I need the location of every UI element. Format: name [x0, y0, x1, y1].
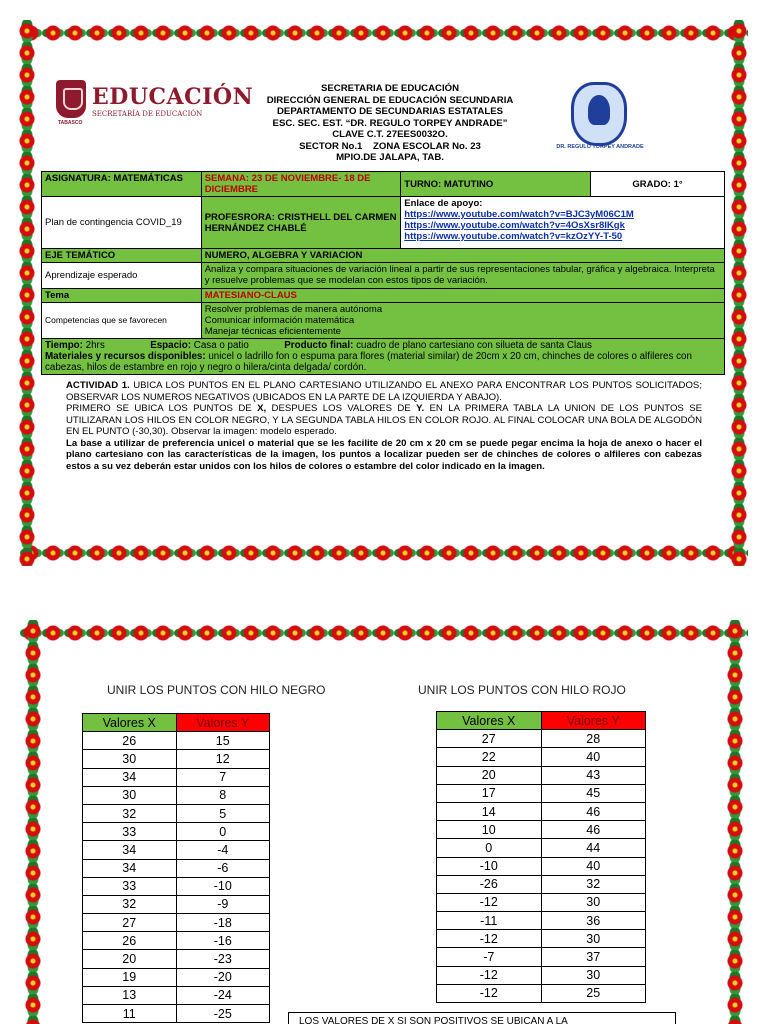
header-line: CLAVE C.T. 27EES0032O. — [332, 129, 448, 140]
grado-cell: GRADO: 1° — [591, 172, 725, 197]
value-x-cell: -12 — [437, 893, 542, 911]
red-values-table — [436, 711, 646, 1003]
value-x-cell: 20 — [437, 766, 542, 784]
school-logo-text: DR. REGULO TORPEY ANDRADE — [556, 144, 644, 150]
value-y-cell: -20 — [176, 968, 270, 986]
value-x-cell: 32 — [83, 804, 177, 822]
table-row — [83, 768, 270, 786]
value-x-cell: -11 — [437, 912, 542, 930]
school-header — [230, 83, 550, 164]
value-y-cell: 36 — [541, 912, 646, 930]
tiempo-label: Tiempo: — [45, 340, 83, 351]
value-y-cell: -9 — [176, 895, 270, 913]
support-link-1[interactable]: https://www.youtube.com/watch?v=BJC3yM06C1M — [404, 209, 634, 220]
value-y-cell: 44 — [541, 839, 646, 857]
table-row — [83, 859, 270, 877]
support-link-3[interactable]: https://www.youtube.com/watch?v=kzOzYY-T-50 — [404, 231, 623, 242]
table-row — [437, 784, 646, 802]
table-row — [83, 895, 270, 913]
header-x: Valores X — [437, 712, 542, 730]
header-line: DEPARTAMENTO DE SECUNDARIAS ESTATALES — [277, 106, 503, 117]
value-y-cell: 40 — [541, 748, 646, 766]
value-y-cell: 15 — [176, 732, 270, 750]
header-line: MPIO.DE JALAPA, TAB. — [336, 152, 444, 163]
value-y-cell: 25 — [541, 984, 646, 1002]
value-x-cell: 34 — [83, 841, 177, 859]
value-x-cell: 10 — [437, 821, 542, 839]
logo-state: TABASCO — [58, 120, 83, 126]
value-x-cell: 34 — [83, 859, 177, 877]
table-row — [437, 839, 646, 857]
table-row — [437, 766, 646, 784]
value-x-cell: 22 — [437, 748, 542, 766]
value-x-cell: 30 — [83, 786, 177, 804]
value-x-cell: 13 — [83, 986, 177, 1004]
logo-word: EDUCACIÓN — [92, 84, 254, 110]
activity-paragraph: PRIMERO SE UBICA LOS PUNTOS DE X, DESPUES LOS VALORES DE Y. EN LA PRIMERA TABLA LA UNION DE LOS PUNTOS SE UTILIZARAN LOS HILOS EN COLOR NEGRO, Y LA SEGUNDA TABLA HILOS EN COLOR ROJO. AL FINAL COLOCAR UNA BOLA DE ALGODÓN EN EL PUNTO (-30,30). Observar la imagen: modelo esperado. — [66, 403, 703, 437]
table-row — [437, 748, 646, 766]
tema-label: Tema — [42, 289, 202, 303]
value-y-cell: 28 — [541, 730, 646, 748]
value-x-cell: 14 — [437, 802, 542, 820]
materiales-label: Materiales y recursos disponibles: — [45, 351, 206, 362]
table-row — [83, 804, 270, 822]
value-y-cell: 30 — [541, 893, 646, 911]
tiempo-value: 2hrs — [85, 340, 105, 351]
value-x-cell: 34 — [83, 768, 177, 786]
header-x: Valores X — [83, 714, 177, 732]
table-row — [437, 857, 646, 875]
table-row — [437, 730, 646, 748]
value-y-cell: 45 — [541, 784, 646, 802]
activity-instructions — [66, 380, 702, 472]
materiales-cell — [42, 339, 725, 375]
table-row — [83, 877, 270, 895]
garland-right-2 — [722, 620, 748, 1024]
garland-left-2 — [20, 620, 46, 1024]
header-line: ESC. SEC. EST. “DR. REGULO TORPEY ANDRADE” — [272, 117, 508, 129]
producto-label: Producto final: — [284, 340, 354, 351]
school-logo — [556, 78, 644, 158]
enlace-label: Enlace de apoyo: — [404, 198, 483, 209]
value-x-cell: 19 — [83, 968, 177, 986]
value-y-cell: 30 — [541, 930, 646, 948]
competencias-label: Competencias que se favorecen — [42, 303, 202, 339]
header-line: SECTOR No.1 ZONA ESCOLAR No. 23 — [299, 140, 481, 152]
value-x-cell: 0 — [437, 839, 542, 857]
garland-left — [14, 20, 40, 566]
value-x-cell: 27 — [83, 914, 177, 932]
table-row — [83, 950, 270, 968]
value-x-cell: 30 — [83, 750, 177, 768]
eje-value: NUMERO, ALGEBRA Y VARIACION — [201, 249, 724, 263]
value-x-cell: -12 — [437, 966, 542, 984]
table-row — [437, 821, 646, 839]
table-row — [437, 948, 646, 966]
value-y-cell: 32 — [541, 875, 646, 893]
value-y-cell: 0 — [176, 823, 270, 841]
plan-cell: Plan de contingencia COVID_19 — [42, 197, 202, 249]
competencias-value — [201, 303, 724, 339]
value-y-cell: 7 — [176, 768, 270, 786]
value-y-cell: 46 — [541, 821, 646, 839]
header-line: DIRECCIÓN GENERAL DE EDUCACIÓN SECUNDARIA — [266, 94, 514, 106]
tema-value: MATESIANO-CLAUS — [201, 289, 724, 303]
value-y-cell: -10 — [176, 877, 270, 895]
espacio-value: Casa o patio — [193, 340, 249, 351]
materiales-value: unicel o ladrillo fon o espuma para flores (material similar) de 20cm x 20 cm, chinches de colores o alfileres con cabezas, hilos de estambre en rojo y negro o hilera/cinta delgada/ cordón. — [45, 351, 692, 373]
semana-cell: SEMANA: 23 DE NOVIEMBRE- 18 DE DICIEMBRE — [201, 172, 401, 197]
producto-value: cuadro de plano cartesiano con silueta de santa Claus — [356, 340, 592, 351]
value-y-cell: 43 — [541, 766, 646, 784]
value-y-cell: 40 — [541, 857, 646, 875]
value-y-cell: -6 — [176, 859, 270, 877]
value-x-cell: 17 — [437, 784, 542, 802]
value-y-cell: -23 — [176, 950, 270, 968]
table-row — [83, 786, 270, 804]
value-y-cell: -25 — [176, 1005, 270, 1023]
value-x-cell: -10 — [437, 857, 542, 875]
value-y-cell: 5 — [176, 804, 270, 822]
competencia-item: Comunicar información matemática — [204, 315, 355, 326]
table-row — [437, 893, 646, 911]
value-y-cell: -16 — [176, 932, 270, 950]
table-row — [437, 984, 646, 1002]
espacio-label: Espacio: — [150, 340, 192, 351]
note-box: LOS VALORES DE X SI SON POSITIVOS SE UBICAN A LA — [288, 1012, 676, 1024]
table-row — [437, 802, 646, 820]
header-line: SECRETARIA DE EDUCACIÓN — [320, 83, 460, 94]
garland-top-2 — [20, 620, 748, 646]
garland-top — [20, 20, 748, 46]
value-x-cell: 33 — [83, 877, 177, 895]
table-row — [437, 912, 646, 930]
enlace-cell — [401, 197, 725, 249]
profesora-cell: PROFESRORA: CRISTHELL DEL CARMEN HERNÁNDEZ CHABLÉ — [201, 197, 401, 249]
table-row — [437, 966, 646, 984]
value-y-cell: -18 — [176, 914, 270, 932]
support-link-2[interactable]: https://www.youtube.com/watch?v=4OsXsr8IKgk — [404, 220, 625, 231]
activity-paragraph: La base a utilizar de preferencia unicel o material que se les facilite de 20 cm x 20 cm se puede pegar encima la hoja de anexo o hacer el plano cartesiano con las características de la imagen, los puntos a localizar pueden ser de chinches de colores o alfileres con cabezas estos a su vez deberán estar unidos con los hilos de colores o estambre del color indicado en la imagen. — [66, 437, 702, 472]
table-row — [83, 750, 270, 768]
educacion-logo — [56, 80, 254, 126]
black-values-table — [82, 713, 270, 1023]
value-y-cell: 37 — [541, 948, 646, 966]
table-row — [83, 841, 270, 859]
value-x-cell: 11 — [83, 1005, 177, 1023]
asignatura-cell: ASIGNATURA: MATEMÁTICAS — [42, 172, 202, 197]
table-row — [83, 914, 270, 932]
value-x-cell: 26 — [83, 932, 177, 950]
value-y-cell: 12 — [176, 750, 270, 768]
value-y-cell: -24 — [176, 986, 270, 1004]
school-badge-icon — [571, 82, 627, 146]
eje-label: EJE TEMÁTICO — [42, 249, 202, 263]
logo-subtitle: SECRETARÍA DE EDUCACIÓN — [92, 110, 203, 118]
value-x-cell: 26 — [83, 732, 177, 750]
competencia-item: Manejar técnicas eficientemente — [204, 326, 341, 337]
header-y: Valores Y — [176, 714, 270, 732]
competencia-item: Resolver problemas de manera autónoma — [204, 304, 383, 315]
table-row — [437, 930, 646, 948]
value-x-cell: 20 — [83, 950, 177, 968]
aprendizaje-label: Aprendizaje esperado — [42, 263, 202, 289]
tabasco-shield-icon — [56, 80, 86, 118]
activity-paragraph: ACTIVIDAD 1. UBICA LOS PUNTOS EN EL PLANO CARTESIANO UTILIZANDO EL ANEXO PARA ENCONTRAR LOS PUNTOS SOLICITADOS; OBSERVAR LOS NUMEROS NEGATIVOS (UBICADOS EN LA PARTE DE LA IZQUIERDA Y ABAJO). — [66, 380, 702, 403]
garland-bottom — [20, 540, 748, 566]
activity-label: ACTIVIDAD 1. — [66, 380, 130, 391]
value-x-cell: -12 — [437, 930, 542, 948]
table-row — [83, 732, 270, 750]
black-table-body — [83, 732, 270, 1023]
value-x-cell: -26 — [437, 875, 542, 893]
red-table-title: UNIR LOS PUNTOS CON HILO ROJO — [418, 683, 626, 697]
turno-cell: TURNO: MATUTINO — [401, 172, 591, 197]
header-y: Valores Y — [541, 712, 646, 730]
lesson-info-table — [41, 171, 725, 375]
value-y-cell: 30 — [541, 966, 646, 984]
value-x-cell: 33 — [83, 823, 177, 841]
value-x-cell: -7 — [437, 948, 542, 966]
table-row — [83, 1005, 270, 1023]
value-x-cell: 27 — [437, 730, 542, 748]
black-table-title: UNIR LOS PUNTOS CON HILO NEGRO — [107, 683, 326, 697]
value-x-cell: -12 — [437, 984, 542, 1002]
table-row — [83, 968, 270, 986]
table-row — [437, 875, 646, 893]
aprendizaje-value: Analiza y compara situaciones de variación lineal a partir de sus representaciones tabular, gráfica y algebraica. Interpreta y resuelve problemas que se modelan con estos tipos de variación. — [201, 263, 724, 289]
table-row — [83, 823, 270, 841]
red-table-body — [437, 730, 646, 1003]
value-y-cell: -4 — [176, 841, 270, 859]
value-x-cell: 32 — [83, 895, 177, 913]
value-y-cell: 46 — [541, 802, 646, 820]
table-row — [83, 932, 270, 950]
value-y-cell: 8 — [176, 786, 270, 804]
table-row — [83, 986, 270, 1004]
garland-right — [726, 20, 752, 566]
